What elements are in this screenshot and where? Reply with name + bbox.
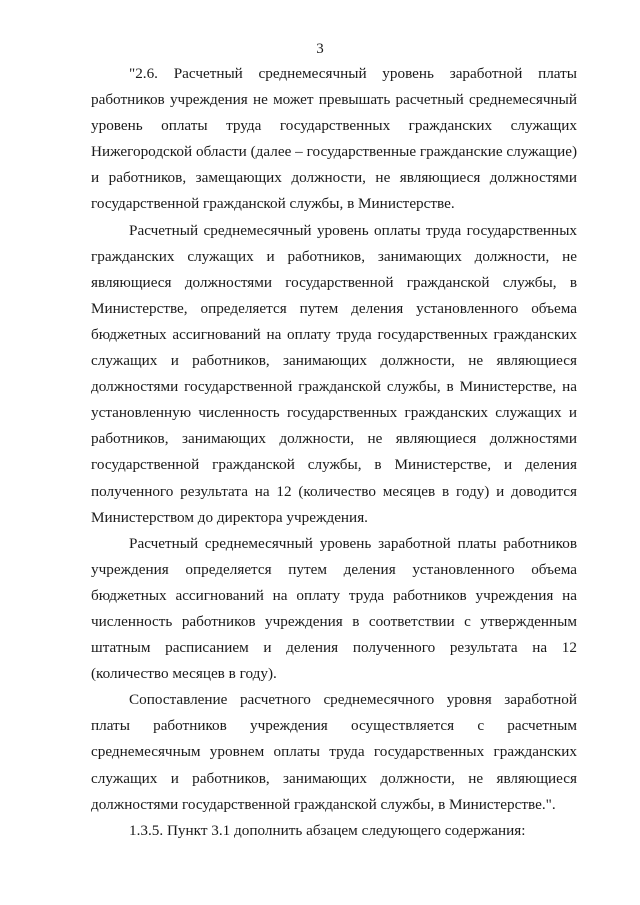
paragraph-civil-servants-pay-calculation: Расчетный среднемесячный уровень оплаты труда государственных гражданских служащих и работников, занимающих должности, не являющиеся должностями государственной гражданской службы, в Министерстве, определяется путем деления установленного объема бюджетных ассигнований на оплату труда государственных гражданских служащих и работников, занимающих должности, не являющиеся должностями государственной гражданской службы, в Министерстве, на установленную численность государственных гражданских служащих и работников, занимающих должности, не являющиеся должностями государственной гражданской службы, в Министерстве, и деления полученного результата на 12 (количество месяцев в году) и доводится Министерством до директора учреждения. [91,221,577,526]
paragraph-pay-comparison: Сопоставление расчетного среднемесячного уровня заработной платы работников учреждения осуществляется с расчетным среднемесячным уровнем оплаты труда государственных гражданских служащих и работников, занимающих должности, не являющиеся должностями государственной гражданской службы, в Министерстве.". [91,691,577,813]
paragraph-institution-pay-calculation: Расчетный среднемесячный уровень заработной платы работников учреждения определяется путем деления установленного объема бюджетных ассигнований на оплату труда работников учреждения на численность работников учреждения в соответствии с утвержденным штатным расписанием и деления полученного результата на 12 (количество месяцев в году). [91,534,577,683]
document-body [91,61,577,844]
page-number: 3 [316,41,324,57]
paragraph-clause-2-6: "2.6. Расчетный среднемесячный уровень заработной платы работников учреждения не может превышать расчетный среднемесячный уровень оплаты труда государственных гражданских служащих Нижегородской области (далее – государственные гражданские служащие) и работников, замещающих должности, не являющиеся должностями государственной гражданской службы, в Министерстве. [91,65,577,213]
paragraph-clause-1-3-5: 1.3.5. Пункт 3.1 дополнить абзацем следующего содержания: [129,821,526,839]
